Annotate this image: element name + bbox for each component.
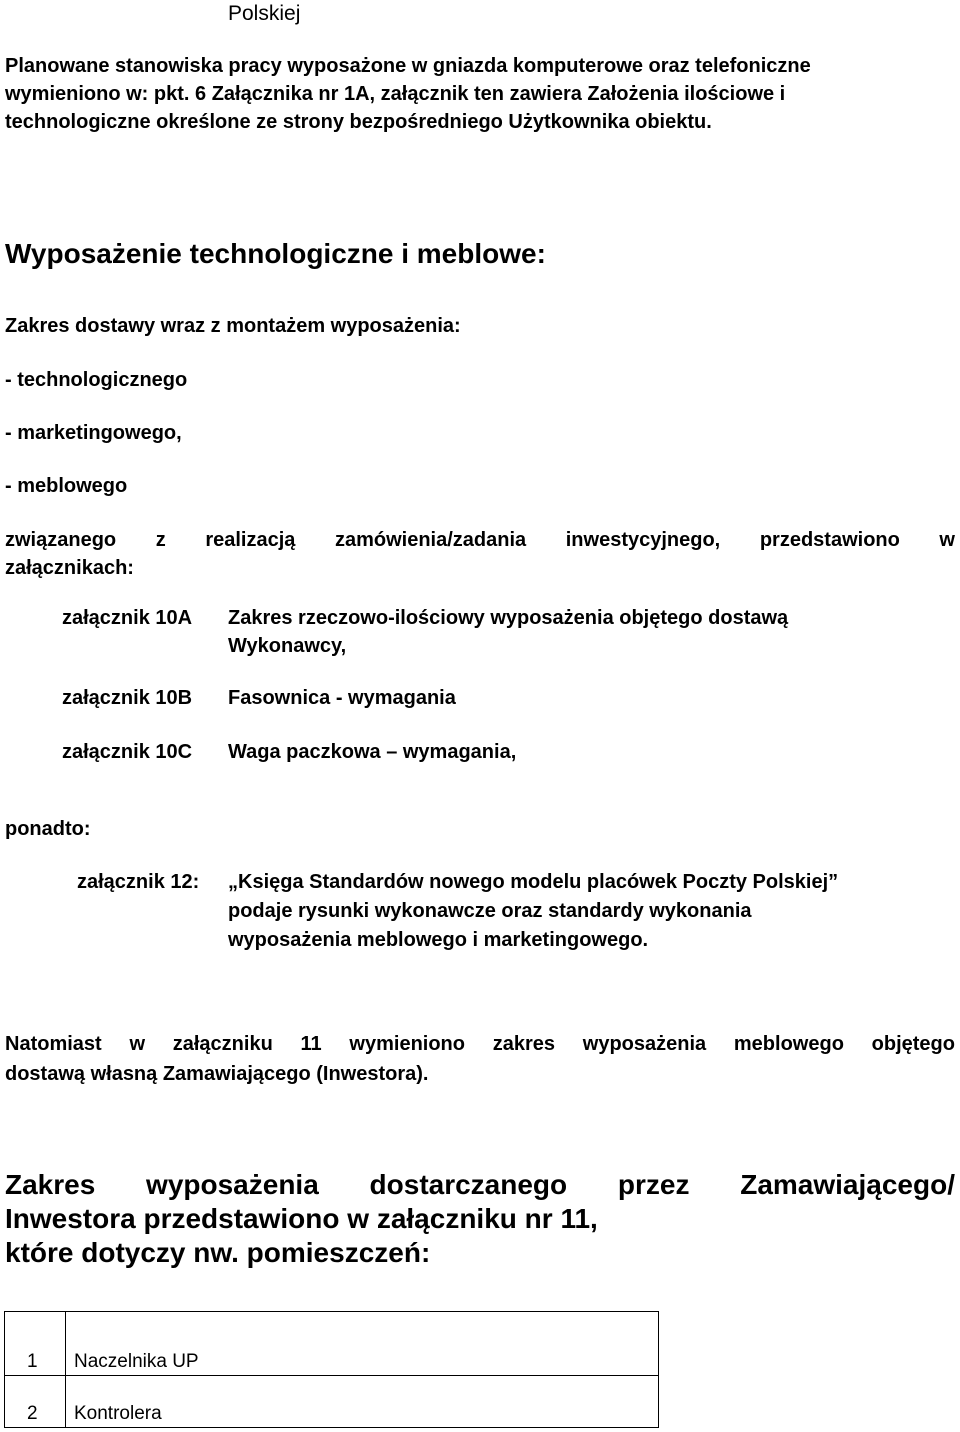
attachment-code: załącznik 12: [77, 871, 200, 893]
attachment-code: załącznik 10C [62, 741, 193, 763]
room-name: Naczelnika UP [66, 1312, 659, 1376]
rooms-table [4, 1311, 659, 1428]
rooms-heading [5, 1168, 955, 1270]
related-line-2: załącznikach: [5, 557, 134, 579]
attachment-code: załącznik 10B [62, 687, 193, 709]
attachment-desc-line: „Księga Standardów nowego modelu placówek Poczty Polskiej” [228, 871, 839, 893]
intro-line-3: technologiczne określone ze strony bezpośredniego Użytkownika obiektu. [5, 111, 712, 133]
attachment-desc: Fasownica - wymagania [228, 687, 456, 709]
table-row [5, 1312, 659, 1376]
attachment-code: załącznik 10A [62, 607, 193, 629]
note-line-1: Natomiast w załączniku 11 wymieniono zakres wyposażenia meblowego objętego [5, 1033, 955, 1055]
scope-list [5, 366, 187, 525]
related-line-1: związanego z realizacją zamówienia/zadania inwestycyjnego, przedstawiono w [5, 529, 955, 551]
rooms-heading-line-2: Inwestora przedstawiono w załączniku nr 11, [5, 1203, 598, 1234]
intro-line-1: Planowane stanowiska pracy wyposażone w gniazda komputerowe oraz telefoniczne [5, 55, 811, 77]
list-item: - meblowego [5, 475, 128, 497]
room-number: 1 [5, 1312, 66, 1376]
room-number: 2 [5, 1376, 66, 1428]
rooms-heading-line-1: Zakres wyposażenia dostarczanego przez Zamawiającego/ [5, 1169, 955, 1200]
attachment-desc-line: wyposażenia meblowego i marketingowego. [228, 929, 649, 951]
moreover-label: ponadto: [5, 818, 91, 840]
attachment-desc [228, 868, 838, 955]
room-name: Kontrolera [66, 1376, 659, 1428]
intro-line-2: wymieniono w: pkt. 6 Załącznika nr 1A, załącznik ten zawiera Założenia ilościowe i [5, 83, 786, 105]
list-item: - marketingowego, [5, 422, 182, 444]
list-item: - technologicznego [5, 369, 188, 391]
attachment-desc-line: Wykonawcy, [228, 635, 347, 657]
note-line-2: dostawą własną Zamawiającego (Inwestora). [5, 1063, 429, 1085]
attachment-desc-line: podaje rysunki wykonawcze oraz standardy wykonania [228, 900, 752, 922]
section-heading: Wyposażenie technologiczne i meblowe: [5, 238, 546, 269]
attachment-desc: Waga paczkowa – wymagania, [228, 741, 517, 763]
intro-paragraph [5, 52, 955, 136]
note-paragraph [5, 1029, 955, 1089]
related-paragraph [5, 526, 955, 582]
scope-intro: Zakres dostawy wraz z montażem wyposażenia: [5, 315, 461, 337]
attachment-desc [228, 604, 788, 660]
table-row [5, 1376, 659, 1428]
page-fragment-text: Polskiej [228, 2, 301, 25]
rooms-heading-line-3: które dotyczy nw. pomieszczeń: [5, 1237, 431, 1268]
attachment-desc-line: Zakres rzeczowo-ilościowy wyposażenia objętego dostawą [228, 607, 789, 629]
